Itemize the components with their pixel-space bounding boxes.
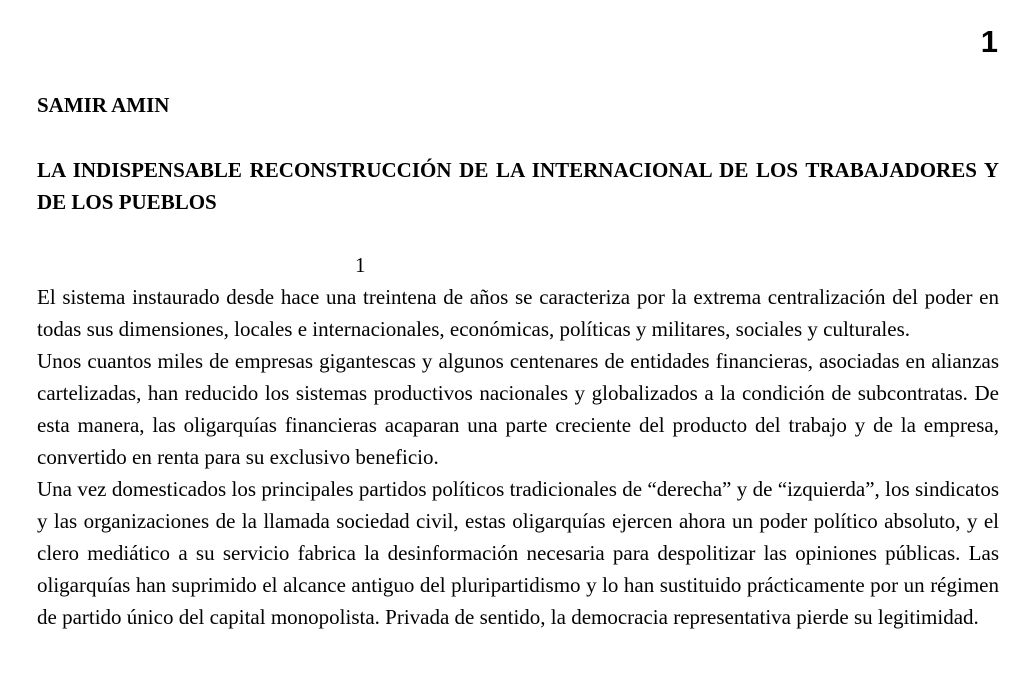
paragraph-2: Unos cuantos miles de empresas gigantescas y algunos centenares de entidades financieras, asociadas en alianzas cartelizadas, han reducido los sistemas productivos nacionales y globalizados a la condición de subcontratas. De esta manera, las oligarquías financieras acaparan una parte creciente del producto del trabajo y de la empresa, convertido en renta para su exclusivo beneficio. (37, 349, 999, 469)
page-number: 1 (980, 24, 998, 59)
author-name: SAMIR AMIN (37, 93, 170, 117)
paragraph-1: El sistema instaurado desde hace una treintena de años se caracteriza por la extrema centralización del poder en todas sus dimensiones, locales e internacionales, económicas, políticas y militares, sociales y culturales. (37, 285, 999, 341)
section-number: 1 (355, 253, 366, 277)
document-title: LA INDISPENSABLE RECONSTRUCCIÓN DE LA INTERNACIONAL DE LOS TRABAJADORES Y DE LOS PUEBLOS (37, 158, 999, 214)
paragraph-3: Una vez domesticados los principales partidos políticos tradicionales de “derecha” y de “izquierda”, los sindicatos y las organizaciones de la llamada sociedad civil, estas oligarquías ejercen ahora un poder político absoluto, y el clero mediático a su servicio fabrica la desinformación necesaria para despolitizar las opiniones públicas. Las oligarquías han suprimido el alcance antiguo del pluripartidismo y lo han sustituido prácticamente por un régimen de partido único del capital monopolista. Privada de sentido, la democracia representativa pierde su legitimidad. (37, 477, 999, 629)
body-text (37, 281, 999, 633)
